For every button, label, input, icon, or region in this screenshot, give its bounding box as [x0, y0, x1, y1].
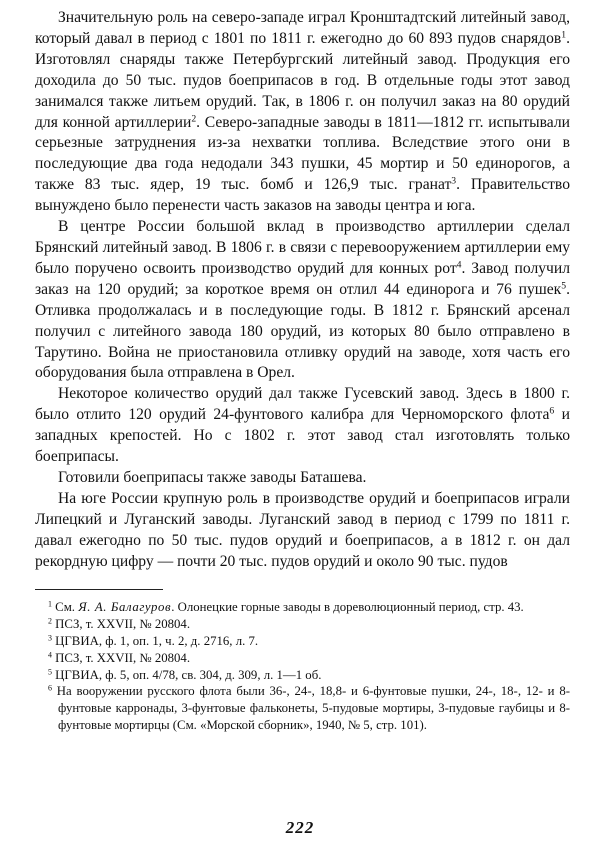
- footnote-3: $^3$ ЦГВИА, ф. 1, оп. 1, ч. 2, д. 2716, л. 7.: [48, 633, 259, 649]
- paragraph-kronshtadt: Значительную роль на северо-западе играл Кронштадтский литейный завод, который давал в период с 1801 по 1811 г. ежегодно до 60 893 пудов снарядов$^1$. Изготовлял снаряды также Петербургский литейный завод. Продукция его доходила до 50 тыс. пудов боеприпасов в год. В отдельные годы этот завод занимался также литьем орудий. Так, в 1806 г. он получил заказ на 80 орудий для конной артиллерии$^2$. Северо-западные заводы в 1811—1812 гг. испытывали серьезные затруднения из-за нехватки топлива. Вследствие этого они в последующие два года недодали 343 пушки, 45 мортир и 50 единорогов, а также 83 тыс. ядер, 19 тыс. бомб и 126,9 тыс. гранат$^3$. Правительство вынуждено было перенести часть заказов на заводы центра и юга.: [35, 9, 570, 215]
- footnote-ref-4: 4: [456, 259, 462, 271]
- footnote-divider: [35, 589, 163, 590]
- paragraph-bryansk: В центре России большой вклад в производство артиллерии сделал Брянский литейный завод. В 1806 г. в связи с перевооружением артиллерии ему было поручено освоить производство орудий для конных рот$^4$. Завод получил заказ на 120 орудий; за короткое время он отлил 44 единорога и 76 пушек$^5$. Отливка продолжалась и в последующие годы. В 1812 г. Брянский арсенал получил с литейного завода 180 орудий, из которых 80 было отправлено в Тарутино. Война не приостановила отливку орудий на заводе, хотя часть его оборудования была отправлена в Орел.: [35, 218, 570, 382]
- paragraph-south: На юге России крупную роль в производстве орудий и боеприпасов играли Липецкий и Луганский заводы. Луганский завод в период с 1799 по 1811 г. давал ежегодно по 50 тыс. пудов орудий и боеприпасов, а в 1812 г. он дал рекордную цифру — почти 20 тыс. пудов орудий и около 90 тыс. пудов: [35, 489, 570, 570]
- footnote-ref-5: 5: [561, 280, 567, 292]
- footnote-ref-6: 6: [549, 405, 555, 417]
- footnote-4: $^4$ ПСЗ, т. XXVII, № 20804.: [48, 650, 191, 665]
- footnote-number: 5: [48, 667, 52, 677]
- page-body: [35, 8, 570, 734]
- footnote-5: $^5$ ЦГВИА, ф. 5, оп. 4/78, св. 304, д. 309, л. 1—1 об.: [48, 667, 322, 682]
- page-number: 222: [285, 818, 315, 837]
- footnote-1: $^1$ См. Я. А. Балагуров. Олонецкие горные заводы в дореволюционный период, стр. 43.: [48, 600, 524, 615]
- footnote-number: 1: [48, 600, 52, 610]
- footnote-number: 2: [48, 616, 52, 626]
- footnote-number: 3: [48, 633, 52, 643]
- footnote-number: 6: [48, 684, 52, 694]
- footnote-ref-2: 2: [191, 113, 197, 125]
- footnote-ref-3: 3: [451, 175, 457, 187]
- footnote-number: 4: [48, 650, 52, 660]
- footnote-2: $^2$ ПСЗ, т. XXVII, № 20804.: [48, 616, 191, 632]
- paragraph-batashev: Готовили боеприпасы также заводы Баташева.: [58, 468, 367, 486]
- footnote-6: $^6$ На вооружении русского флота были 36-, 24-, 18,8- и 6-фунтовые пушки, 24-, 18-, 12- и 8-фунтовые карронады, 3-фунтовые фальконеты, 5-пудовые мортиры, 3-пудовые гаубицы и 8-фунтовые мортирцы (См. «Морской сборник», 1940, № 5, стр. 101).: [48, 684, 570, 733]
- footnote-ref-1: 1: [561, 29, 567, 41]
- footnote-author: Я. А. Балагуров: [78, 600, 172, 615]
- paragraph-gusevsky: Некоторое количество орудий дал также Гусевский завод. Здесь в 1800 г. было отлито 120 орудий 24-фунтового калибра для Черноморского флота$^6$ и западных крепостей. Но с 1802 г. этот завод стал изготовлять только боеприпасы.: [35, 385, 570, 466]
